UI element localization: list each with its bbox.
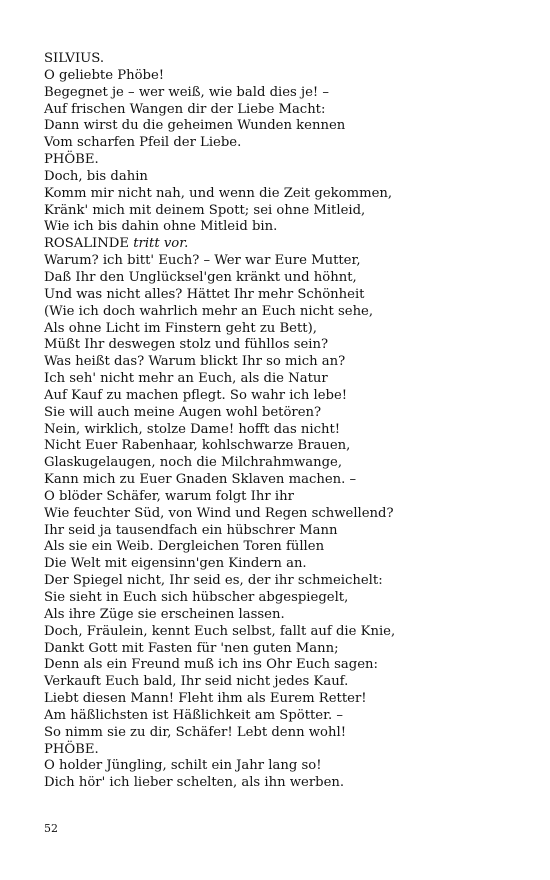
speaker-with-stage-direction	[44, 236, 524, 253]
stage-direction: tritt vor.	[133, 236, 189, 252]
verse-line: Nein, wirklich, stolze Dame! hofft das nicht!	[44, 421, 341, 437]
speaker-name: SILVIUS.	[44, 51, 105, 66]
verse-line: So nimm sie zu dir, Schäfer! Lebt denn wohl!	[44, 724, 347, 740]
verse-line: Wie feuchter Süd, von Wind und Regen schwellend?	[44, 505, 394, 521]
verse-line: Und was nicht alles? Hättet Ihr mehr Schönheit	[44, 286, 365, 302]
speaker-name: PHÖBE.	[44, 741, 99, 757]
verse-line: Denn als ein Freund muß ich ins Ohr Euch sagen:	[44, 657, 378, 673]
verse-line: Daß Ihr den Unglücksel'gen kränkt und höhnt,	[44, 269, 357, 285]
verse-line: Ihr seid ja tausendfach ein hübschrer Mann	[44, 522, 338, 538]
verse-line: O holder Jüngling, schilt ein Jahr lang so!	[44, 758, 322, 774]
verse-line: Dann wirst du die geheimen Wunden kennen	[44, 118, 346, 134]
verse-line: Begegnet je – wer weiß, wie bald dies je! –	[44, 84, 329, 100]
verse-line: Dich hör' ich lieber schelten, als ihn werben.	[44, 775, 345, 791]
verse-line: Am häßlichsten ist Häßlichkeit am Spötter. –	[44, 707, 343, 723]
verse-line: Kann mich zu Euer Gnaden Sklaven machen. –	[44, 472, 357, 488]
verse-line: Doch, Fräulein, kennt Euch selbst, fallt auf die Knie,	[44, 623, 396, 639]
verse-line: Liebt diesen Mann! Fleht ihm als Eurem Retter!	[44, 691, 367, 707]
verse-line: Sie will auch meine Augen wohl betören?	[44, 404, 322, 420]
verse-line: Was heißt das? Warum blickt Ihr so mich an?	[44, 354, 346, 370]
verse-line: Müßt Ihr deswegen stolz und fühllos sein?	[44, 337, 329, 353]
verse-line: Verkauft Euch bald, Ihr seid nicht jedes Kauf.	[44, 674, 349, 690]
page-number: 52	[44, 822, 58, 835]
verse-line: Kränk' mich mit deinem Spott; sei ohne Mitleid,	[44, 202, 366, 218]
verse-line: (Wie ich doch wahrlich mehr an Euch nicht sehe,	[44, 303, 374, 319]
verse-line: Dankt Gott mit Fasten für 'nen guten Mann;	[44, 640, 339, 656]
verse-line: Wie ich bis dahin ohne Mitleid bin.	[44, 219, 278, 235]
verse-line: Nicht Euer Rabenhaar, kohlschwarze Brauen,	[44, 438, 351, 454]
verse-line: Die Welt mit eigensinn'gen Kindern an.	[44, 556, 307, 572]
verse-line: Warum? ich bitt' Euch? – Wer war Eure Mutter,	[44, 253, 361, 269]
verse-line: O geliebte Phöbe!	[44, 67, 165, 83]
verse-line: O blöder Schäfer, warum folgt Ihr ihr	[44, 488, 294, 504]
verse-line: Als ohne Licht im Finstern geht zu Bett),	[44, 320, 317, 336]
verse-line: Ich seh' nicht mehr an Euch, als die Natur	[44, 371, 328, 387]
play-text	[44, 51, 524, 792]
speaker-name: ROSALINDE	[44, 236, 130, 252]
verse-line: Als ihre Züge sie erscheinen lassen.	[44, 606, 285, 622]
speaker-name: PHÖBE.	[44, 152, 99, 168]
verse-line: Sie sieht in Euch sich hübscher abgespiegelt,	[44, 590, 349, 605]
verse-line: Vom scharfen Pfeil der Liebe.	[44, 135, 242, 151]
verse-line: Als sie ein Weib. Dergleichen Toren füllen	[44, 539, 325, 555]
verse-line: Doch, bis dahin	[44, 168, 148, 184]
verse-line: Komm mir nicht nah, und wenn die Zeit gekommen,	[44, 185, 393, 201]
verse-line: Der Spiegel nicht, Ihr seid es, der ihr schmeichelt:	[44, 573, 383, 589]
verse-line: Auf frischen Wangen dir der Liebe Macht:	[44, 101, 326, 117]
verse-line: Glaskugelaugen, noch die Milchrahmwange,	[44, 455, 343, 471]
verse-line: Auf Kauf zu machen pflegt. So wahr ich lebe!	[44, 387, 348, 403]
